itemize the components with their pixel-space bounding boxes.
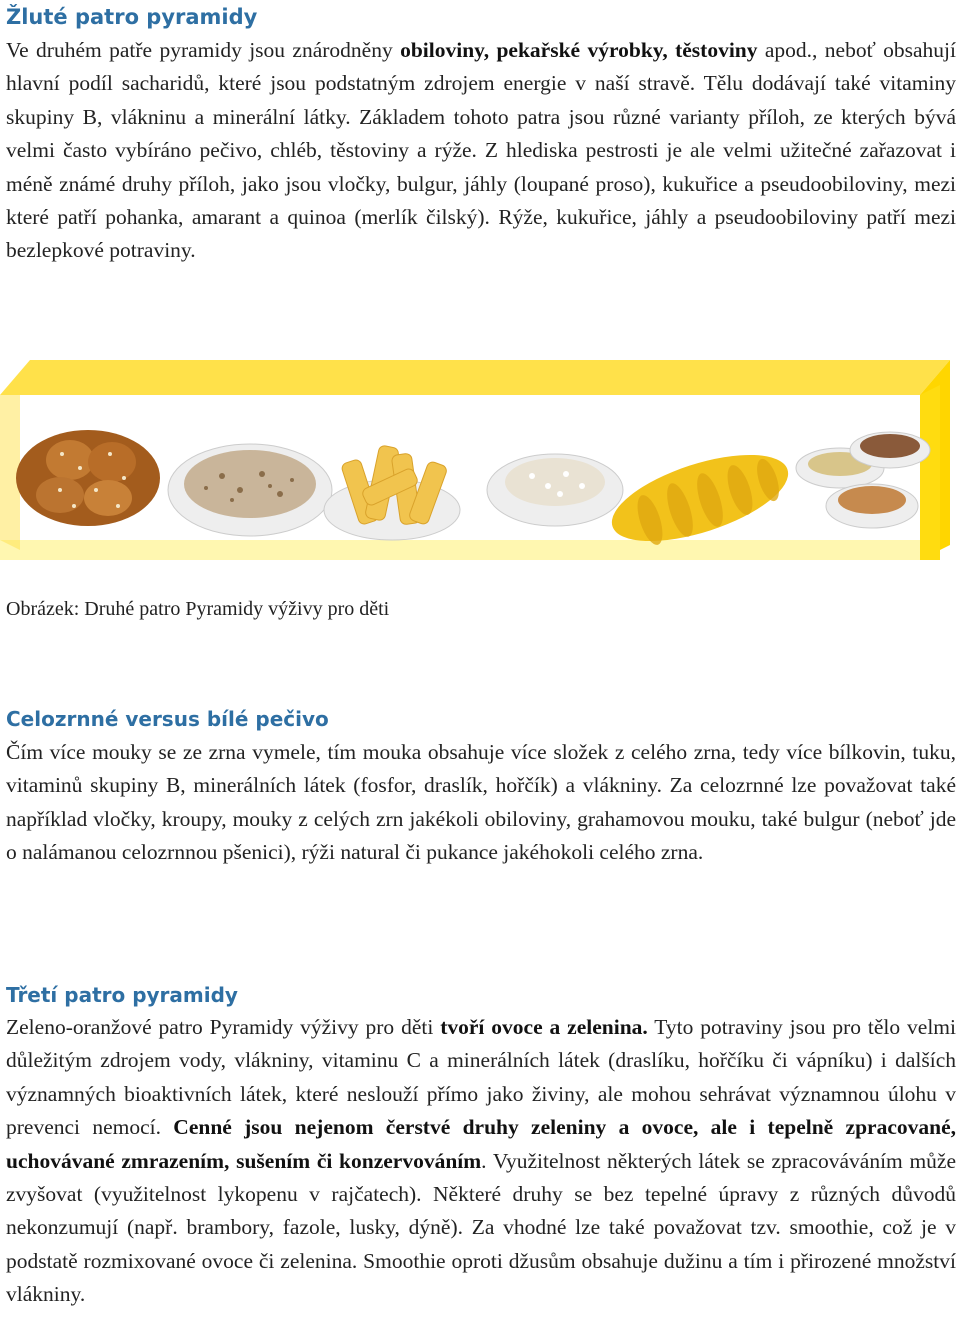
shelf-right-face	[920, 385, 940, 560]
text-run: apod., neboť obsahují hlavní podíl sacharidů, které jsou podstatným zdrojem energie v naší stravě. Tělu dodávají také vitaminy skupiny B, vlákninu a minerální látky. Základem tohoto patra jsou různé varianty příloh, ze kterých bývá velmi často vybíráno pečivo, chléb, těstoviny a rýže. Z hlediska pestrosti je ale velmi užitečné zařazovat i méně známé druhy příloh, jako jsou vločky, bulgur, jáhly (loupané proso), kukuřice a pseudoobiloviny, mezi které patří pohanka, amarant a quinoa (merlík čilský). Rýže, kukuřice, jáhly a pseudoobiloviny patří mezi bezlepkové potraviny.	[6, 38, 956, 263]
figure-caption: Obrázek: Druhé patro Pyramidy výživy pro děti	[6, 598, 390, 620]
paragraph-third-floor	[6, 1011, 956, 1312]
section-heading-yellow-floor: Žluté patro pyramidy	[6, 5, 258, 29]
bulgur-icon	[826, 484, 918, 528]
bold-text-run: obiloviny, pekařské výrobky, těstoviny	[400, 38, 758, 62]
pyramid-floor-image	[0, 350, 960, 580]
text-run: Ve druhém patře pyramidy jsou znárodněny	[6, 38, 401, 62]
section-heading-third-floor: Třetí patro pyramidy	[6, 983, 238, 1007]
text-run: Zeleno-oranžové patro Pyramidy výživy pro děti	[6, 1015, 441, 1039]
bold-text-run: tvoří ovoce a zelenina.	[440, 1015, 648, 1039]
penne-pasta-icon	[324, 445, 460, 540]
shelf-top-surface	[0, 360, 950, 395]
oat-flakes-icon	[168, 444, 332, 536]
paragraph-wholegrain: Čím více mouky se ze zrna vymele, tím mouka obsahuje více složek z celého zrna, tedy více bílkovin, tuku, vitaminů skupiny B, minerálních látek (fosfor, draslík, hořčík) a vlákniny. Za celozrnné lze považovat také například vločky, kroupy, mouky z celých zrn jakékoli obiloviny, grahamovou mouku, také bulgur (neboť jde o nalámanou celozrnnou pšenici), rýži natural či pukance jakéhokoli celého zrna.	[6, 740, 956, 865]
rice-icon	[487, 454, 623, 526]
bold-text-run: Cenné jsou nejenom čerstvé druhy zeleniny a ovoce, ale i tepelně zpracované, uchovávané zmrazením, sušením či konzervováním	[6, 1115, 956, 1173]
text-run: Tyto potraviny jsou pro tělo velmi důležitým zdrojem vody, vlákniny, vitaminu C a minerálních látek (draslíku, hořčíku či vápníku) i dalších významných bioaktivních látek, které neslouží přímo jako živiny, ale mohou sehrávat významnou úlohu v prevenci nemocí.	[6, 1015, 956, 1140]
paragraph-yellow-floor	[6, 34, 956, 268]
text-run: . Využitelnost některých látek se zpracováváním může zvyšovat (využitelnost lykopenu v rajčatech). Některé druhy se bez tepelné úpravy z různých důvodů nekonzumují (např. brambory, fazole, lusky, dýně). Za vhodné lze také považovat tzv. smoothie, což je v podstatě rozmixované ovoce či zelenina. Smoothie oproti džusům obsahuje dužinu a tím i přirozené množství vlákniny.	[6, 1148, 957, 1307]
shelf-floor	[0, 540, 920, 560]
section-heading-wholegrain: Celozrnné versus bílé pečivo	[6, 707, 329, 731]
bread-icon	[16, 430, 160, 526]
buckwheat-icon	[850, 432, 930, 468]
